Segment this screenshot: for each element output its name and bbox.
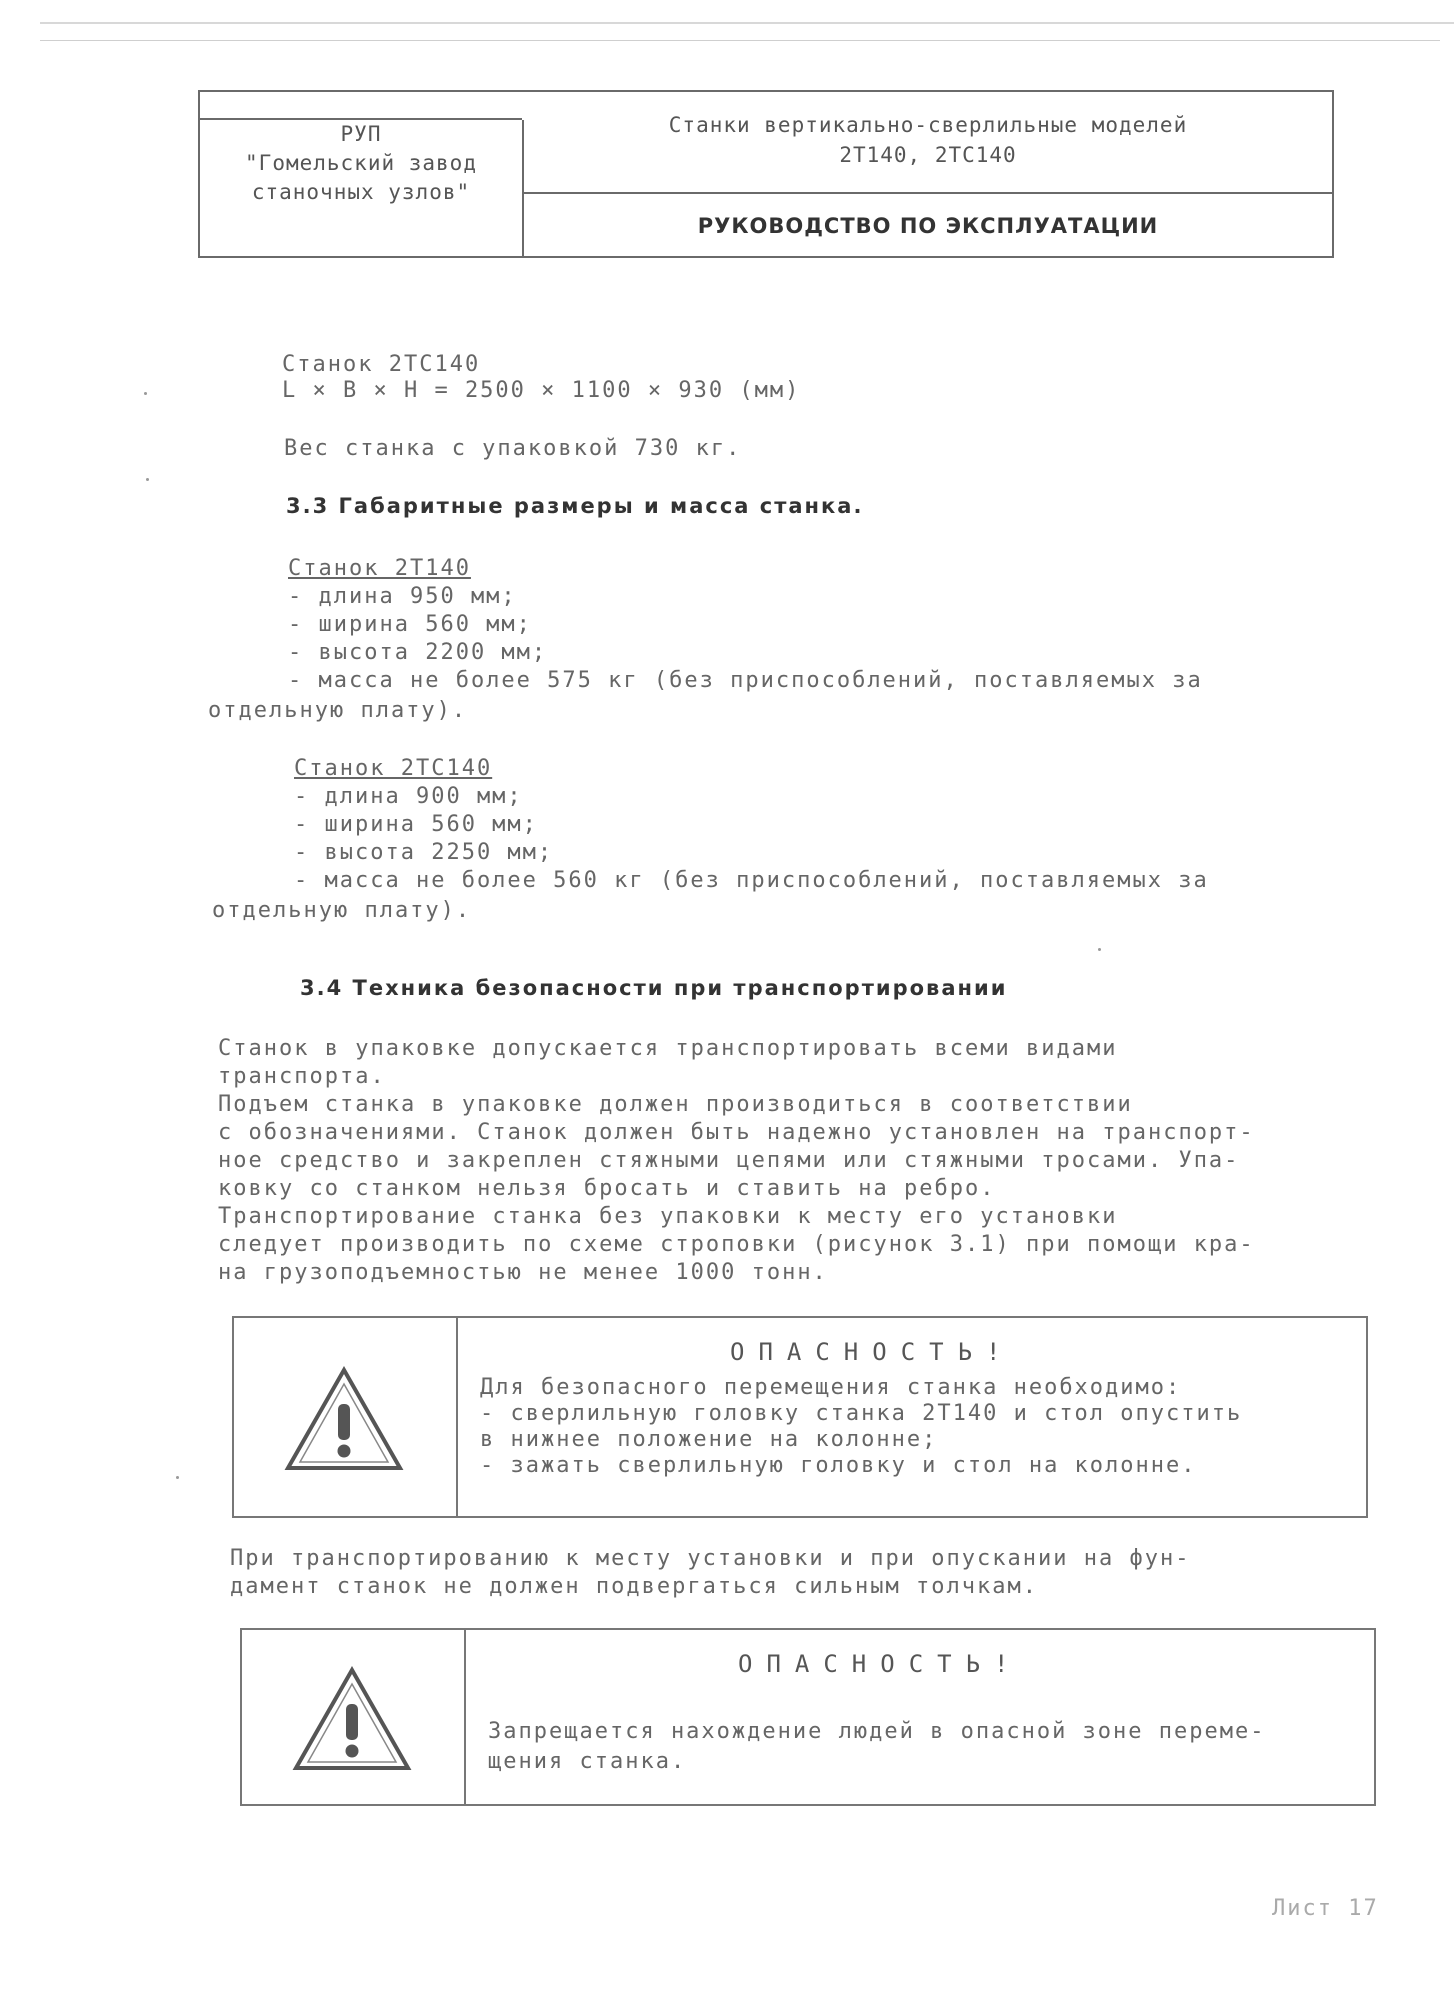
scan-edge [40, 22, 1454, 24]
model-2t140-height: - высота 2200 мм; [288, 640, 548, 665]
para-line-6: ковку со станком нельзя бросать и ставить на ребро. [218, 1176, 996, 1201]
warning-triangle-icon [292, 1666, 412, 1772]
danger-1-line-3: в нижнее положение на колонне; [480, 1427, 938, 1452]
para-line-2: транспорта. [218, 1064, 386, 1089]
title-block [198, 90, 1334, 258]
packing-weight: Вес станка с упаковкой 730 кг. [284, 436, 742, 461]
para-line-8: следует производить по схеме строповки (рисунок 3.1) при помощи кра- [218, 1232, 1255, 1257]
model-2tc140-mass: - масса не более 560 кг (без приспособлений, поставляемых за [294, 868, 1209, 893]
para-line-7: Транспортирование станка без упаковки к месту его установки [218, 1204, 1118, 1229]
para-line-1: Станок в упаковке допускается транспортировать всеми видами [218, 1036, 1118, 1061]
sheet-number: Лист 17 [1272, 1896, 1379, 1921]
transport-note-line-2: дамент станок не должен подвергаться сильным толчкам. [230, 1574, 1038, 1599]
transport-note-line-1: При транспортированию к месту установки и при опускании на фун- [230, 1546, 1191, 1571]
para-line-4: с обозначениями. Станок должен быть надежно установлен на транспорт- [218, 1120, 1255, 1145]
danger-1-line-4: - зажать сверлильную головку и стол на колонне. [480, 1453, 1197, 1478]
org-line-3: станочных узлов" [251, 180, 471, 204]
danger-title-2: ОПАСНОСТЬ! [738, 1650, 1023, 1678]
document-title-cell [524, 102, 1332, 194]
para-line-3: Подъем станка в упаковке должен производиться в соответствии [218, 1092, 1133, 1117]
warning-icon-cell-2 [242, 1630, 466, 1804]
model-2tc140-height: - высота 2250 мм; [294, 840, 554, 865]
scan-speck [1098, 948, 1101, 951]
model-2tc140-title: Станок 2ТС140 [294, 756, 493, 781]
para-line-9: на грузоподъемностью не менее 1000 тонн. [218, 1260, 828, 1285]
title-line-2: 2Т140, 2ТС140 [839, 143, 1017, 167]
org-line-2: "Гомельский завод [245, 151, 477, 175]
organization-cell [200, 120, 524, 258]
model-2tc140-mass-cont: отдельную плату). [212, 898, 472, 923]
scan-speck [146, 478, 149, 481]
scan-speck [176, 1476, 179, 1479]
title-line-1: Станки вертикально-сверлильные моделей [668, 113, 1188, 137]
model-2t140-mass-cont: отдельную плату). [208, 698, 468, 723]
model-2t140-mass: - масса не более 575 кг (без приспособлений, поставляемых за [288, 668, 1203, 693]
document-type: РУКОВОДСТВО ПО ЭКСПЛУАТАЦИИ [697, 214, 1159, 238]
packing-dimensions: L × B × H = 2500 × 1100 × 930 (мм) [282, 378, 801, 403]
model-2t140-title: Станок 2Т140 [288, 556, 471, 581]
danger-2-line-1: Запрещается нахождение людей в опасной зоне переме- [488, 1719, 1266, 1744]
section-3-3-heading: 3.3 Габаритные размеры и масса станка. [286, 494, 864, 518]
section-3-4-heading: 3.4 Техника безопасности при транспортировании [300, 976, 1008, 1000]
para-line-5: ное средство и закреплен стяжными цепями или стяжными тросами. Упа- [218, 1148, 1240, 1173]
model-2t140-length: - длина 950 мм; [288, 584, 517, 609]
warning-icon-cell [234, 1318, 458, 1516]
model-2t140-width: - ширина 560 мм; [288, 612, 532, 637]
danger-box-2 [240, 1628, 1376, 1806]
warning-triangle-icon [284, 1366, 404, 1472]
danger-title-1: ОПАСНОСТЬ! [730, 1338, 1015, 1366]
model-2tc140-width: - ширина 560 мм; [294, 812, 538, 837]
scan-speck [144, 392, 147, 395]
danger-2-line-2: щения станка. [488, 1749, 687, 1774]
danger-box-1 [232, 1316, 1368, 1518]
scan-edge-line [40, 40, 1440, 41]
danger-1-line-2: - сверлильную головку станка 2Т140 и стол опустить [480, 1401, 1243, 1426]
danger-1-line-1: Для безопасного перемещения станка необходимо: [480, 1375, 1182, 1400]
model-2tc140-length: - длина 900 мм; [294, 784, 523, 809]
org-line-1: РУП [340, 122, 382, 146]
packing-model: Станок 2ТС140 [282, 352, 481, 377]
